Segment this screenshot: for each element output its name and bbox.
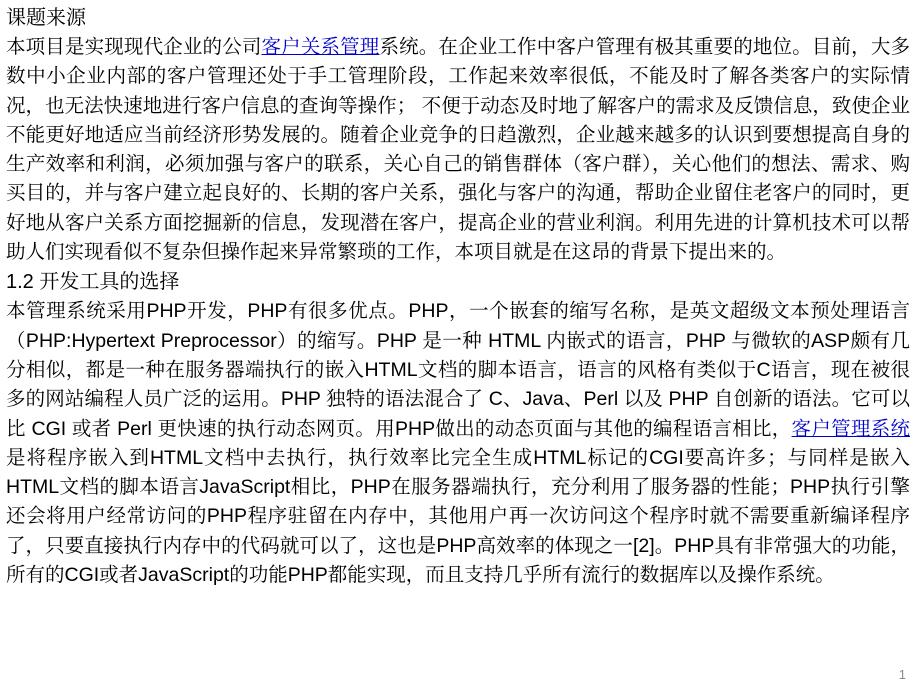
section-1-heading: 课题来源 — [6, 7, 86, 29]
crm-link[interactable]: 客户关系管理 — [261, 36, 380, 58]
section-2-heading: 1.2 开发工具的选择 — [6, 271, 180, 294]
section-2-text-before-link: 本管理系统采用PHP开发，PHP有很多优点。PHP，一个嵌套的缩写名称，是英文超级文本预处理语言（PHP:Hypertext Preprocessor）的缩写。PHP 是一种 HTML 内嵌式的语言，PHP 与微软的ASP颇有几分相似，都是一种在服务器端执行的嵌入HTML文档的脚本语言，语言的风格有类似于C语言，现在被很多的网站编程人员广泛的运用。PHP 独特的语法混合了 C、Java、Perl 以及 PHP 自创新的语法。它可以比 CGI 或者 Perl 更快速的执行动态网页。用PHP做出的动态页面与其他的编程语言相比， — [6, 300, 910, 440]
section-1-paragraph — [6, 33, 910, 267]
section-2-paragraph — [6, 297, 910, 590]
section-1-text-before-link: 本项目是实现现代企业的公司 — [6, 36, 262, 58]
section-2-text-after-link: 是将程序嵌入到HTML文档中去执行，执行效率比完全生成HTML标记的CGI要高许多；与同样是嵌入HTML文档的脚本语言JavaScript相比，PHP在服务器端执行，充分利用了服务器的性能；PHP执行引擎还会将用户经常访问的PHP程序驻留在内存中，其他用户再一次访问这个程序时就不需要重新编译程序了，只要直接执行内存中的代码就可以了，这也是PHP高效率的体现之一[2]。PHP具有非常强大的功能，所有的CGI或者JavaScript的功能PHP都能实现，而且支持几乎所有流行的数据库以及操作系统。 — [6, 446, 910, 587]
section-1-text-after-link: 系统。在企业工作中客户管理有极其重要的地位。目前，大多数中小企业内部的客户管理还处于手工管理阶段，工作起来效率很低，不能及时了解各类客户的实际情况，也无法快速地进行客户信息的查询等操作； 不便于动态及时地了解客户的需求及反馈信息，致使企业不能更好地适应当前经济形势发展的。随着企业竞争的日趋激烈，企业越来越多的认识到要想提高自身的生产效率和利润，必须加强与客户的联系，关心自己的销售群体（客户群），关心他们的想法、需求、购买目的，并与客户建立起良好的、长期的客户关系，强化与客户的沟通，帮助企业留住老客户的同时，更好地从客户关系方面挖掘新的信息，发现潜在客户，提高企业的营业利润。利用先进的计算机技术可以帮助人们实现看似不复杂但操作起来异常繁琐的工作，本项目就是在这昂的背景下提出来的。 — [6, 36, 910, 264]
page-number: 1 — [898, 667, 906, 682]
customer-management-system-link[interactable]: 客户管理系统 — [791, 417, 910, 440]
